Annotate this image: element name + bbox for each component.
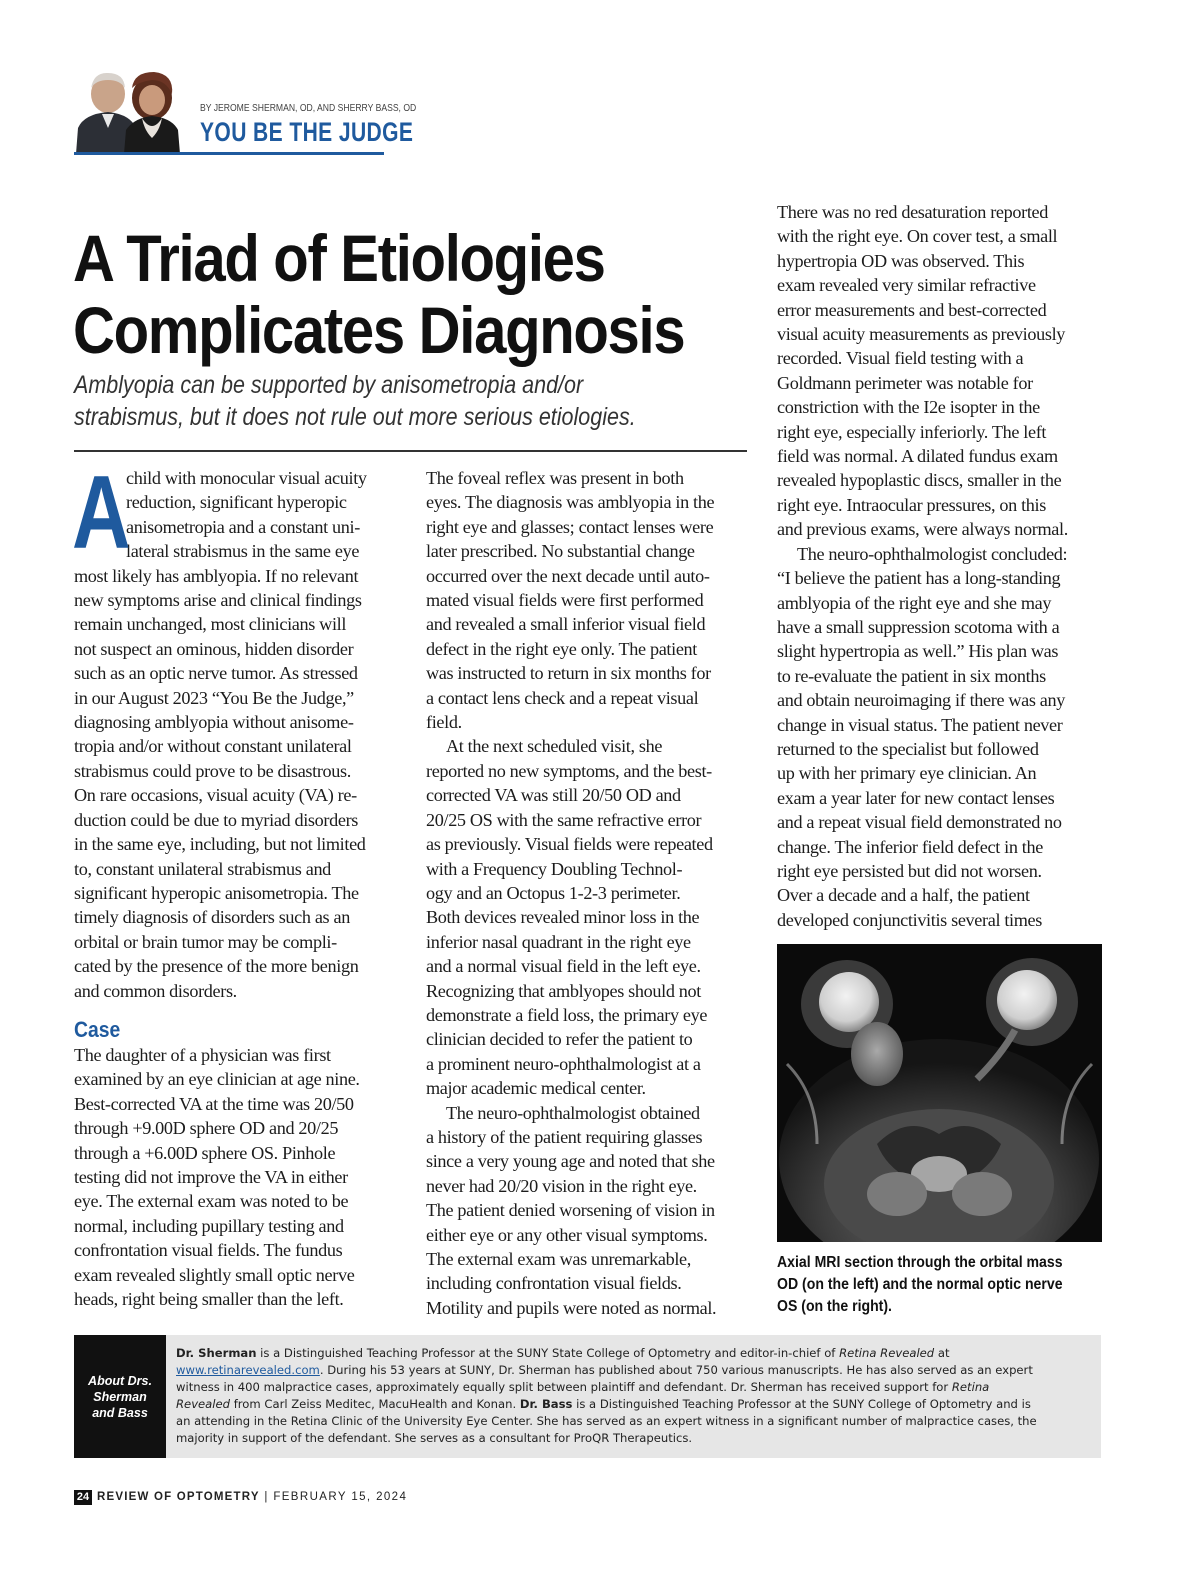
text-line: eye. The external exam was noted to be — [74, 1191, 349, 1212]
text-line: corrected VA was still 20/50 OD and — [426, 785, 681, 806]
title-line: Complicates Diagnosis — [73, 293, 685, 367]
retina-revealed-title: Retina Revealed — [839, 1346, 935, 1360]
column-name: YOU BE THE JUDGE — [200, 117, 414, 147]
paragraph — [426, 734, 756, 1100]
text-line: The patient denied worsening of vision in — [426, 1200, 715, 1221]
text-line: recorded. Visual field testing with a — [777, 348, 1024, 369]
text-line: anisometropia and a constant uni- — [126, 516, 360, 537]
authors-photo — [74, 68, 186, 154]
text-line: normal, including pupillary testing and — [74, 1215, 344, 1236]
footer-separator: | — [259, 1491, 274, 1503]
text-line: defect in the right eye only. The patient — [426, 638, 697, 659]
paragraph — [426, 466, 756, 734]
text-line: reduction, significant hyperopic — [126, 492, 347, 513]
text-line: and previous exams, were always normal. — [777, 519, 1068, 540]
issue-date: FEBRUARY 15, 2024 — [273, 1491, 408, 1503]
text-line: error measurements and best-corrected — [777, 299, 1047, 320]
text-line: visual acuity measurements as previously — [777, 324, 1066, 345]
website-link[interactable]: www.retinarevealed.com — [176, 1363, 320, 1377]
text-line: cated by the presence of the more benign — [74, 956, 359, 977]
text-line: to, constant unilateral strabismus and — [74, 858, 331, 879]
about-line — [176, 1345, 1096, 1362]
text-line: through a +6.00D sphere OS. Pinhole — [74, 1142, 336, 1163]
text-line: not suspect an ominous, hidden disorder — [74, 638, 354, 659]
text-line: inferior nasal quadrant in the right eye — [426, 931, 691, 952]
text-line: right eye, especially inferiorly. The left — [777, 421, 1047, 442]
text-line: as previously. Visual fields were repeated — [426, 834, 713, 855]
case-heading: Case — [74, 1016, 121, 1042]
text-line: in the same eye, including, but not limited — [74, 834, 366, 855]
text-line: Best-corrected VA at the time was 20/50 — [74, 1093, 354, 1114]
text-line: right eye. Intraocular pressures, on this — [777, 494, 1046, 515]
text-line: mated visual fields were first performed — [426, 590, 704, 611]
text-line: diagnosing amblyopia without anisome- — [74, 712, 354, 733]
text-line: The neuro-ophthalmologist obtained — [446, 1102, 700, 1123]
text-line: The foveal reflex was present in both — [426, 468, 684, 488]
bass-name: Dr. Bass — [519, 1397, 573, 1411]
text-line: hypertropia OD was observed. This — [777, 250, 1025, 271]
text-line: testing did not improve the VA in either — [74, 1166, 348, 1187]
text-line: slight hypertropia as well.” His plan was — [777, 641, 1059, 662]
about-label-line: and Bass — [92, 1405, 148, 1420]
text-line: such as an optic nerve tumor. As stressed — [74, 663, 358, 684]
text-line: major academic medical center. — [426, 1078, 646, 1099]
about-label-line: Sherman — [93, 1389, 147, 1404]
text-line: strabismus could prove to be disastrous. — [74, 760, 351, 781]
text-line: “I believe the patient has a long-standing — [777, 568, 1061, 589]
subtitle-line: Amblyopia can be supported by anisometropia and/or — [74, 371, 584, 399]
article-title — [73, 222, 763, 366]
text-line: with a Frequency Doubling Technol- — [426, 858, 683, 879]
text-line: and common disorders. — [74, 980, 237, 1001]
caption-line: OS (on the right). — [777, 1298, 892, 1315]
text-line: either eye or any other visual symptoms. — [426, 1224, 708, 1245]
text-line: Goldmann perimeter was notable for — [777, 372, 1033, 393]
column-2 — [426, 466, 756, 1320]
text-line: including confrontation visual fields. — [426, 1273, 682, 1294]
text-line: never had 20/20 vision in the right eye. — [426, 1175, 697, 1196]
text-line: timely diagnosis of disorders such as an — [74, 907, 350, 928]
text-line: constriction with the I2e isopter in the — [777, 397, 1040, 418]
paragraph — [777, 200, 1107, 542]
text-line: Both devices revealed minor loss in the — [426, 907, 700, 928]
text-line: On rare occasions, visual acuity (VA) re- — [74, 785, 357, 806]
about-label — [74, 1335, 166, 1458]
about-text — [176, 1345, 1096, 1447]
sherman-name: Dr. Sherman — [176, 1346, 257, 1360]
text-line: with the right eye. On cover test, a small — [777, 226, 1058, 247]
footer-publication — [97, 1490, 407, 1505]
text-line: and obtain neuroimaging if there was any — [777, 690, 1066, 711]
text-line: significant hyperopic anisometropia. The — [74, 882, 359, 903]
retina-revealed-title: Retina — [951, 1380, 990, 1394]
caption-line: OD (on the left) and the normal optic nerve — [777, 1276, 1063, 1293]
about-label-line: About Drs. — [88, 1373, 152, 1388]
case-paragraph — [74, 1043, 404, 1311]
text-line: developed conjunctivitis several times — [777, 909, 1042, 930]
text-line: duction could be due to myriad disorders — [74, 809, 359, 830]
figure-caption — [777, 1252, 1107, 1318]
text-line: and a repeat visual field demonstrated no — [777, 812, 1062, 833]
text-line: new symptoms arise and clinical findings — [74, 590, 362, 611]
about-line: an attending in the Retina Clinic of the University Eye Center. She has served as an expert witness in a significant number of malpractice cases, the — [176, 1414, 1037, 1428]
column-1 — [72, 455, 404, 1311]
byline: BY JEROME SHERMAN, OD, AND SHERRY BASS, OD — [200, 102, 417, 114]
text-line: examined by an eye clinician at age nine. — [74, 1069, 360, 1090]
about-fragment: is a Distinguished Teaching Professor at the SUNY College of Optometry and is — [572, 1397, 1031, 1411]
text-line: most likely has amblyopia. If no relevant — [74, 565, 359, 586]
publication-name: REVIEW OF OPTOMETRY — [97, 1491, 260, 1503]
about-line — [176, 1396, 1096, 1413]
article-subtitle — [74, 369, 774, 433]
text-line: heads, right being smaller than the left. — [74, 1289, 344, 1309]
text-line: right eye and glasses; contact lenses were — [426, 516, 714, 537]
about-fragment: at — [934, 1346, 950, 1360]
mri-image — [777, 944, 1102, 1242]
text-line: There was no red desaturation reported — [777, 202, 1049, 222]
text-line: The external exam was unremarkable, — [426, 1249, 691, 1269]
text-line: exam revealed very similar refractive — [777, 275, 1036, 296]
about-fragment: from Carl Zeiss Meditec, MacuHealth and Konan. — [230, 1397, 520, 1411]
about-fragment: is a Distinguished Teaching Professor at the SUNY State College of Optometry and editor-in-chief of — [256, 1346, 840, 1360]
retina-revealed-title: Revealed — [176, 1397, 231, 1411]
text-line: up with her primary eye clinician. An — [777, 763, 1037, 784]
text-line: have a small suppression scotoma with a — [777, 616, 1060, 637]
text-line: field was normal. A dilated fundus exam — [777, 446, 1058, 467]
text-line: Motility and pupils were noted as normal. — [426, 1297, 717, 1318]
about-line — [176, 1379, 1096, 1396]
text-line: later prescribed. No substantial change — [426, 541, 695, 562]
text-line: amblyopia of the right eye and she may — [777, 592, 1052, 613]
text-line: a prominent neuro-ophthalmologist at a — [426, 1053, 701, 1074]
text-line: through +9.00D sphere OD and 20/25 — [74, 1118, 339, 1139]
text-line: change in visual status. The patient never — [777, 714, 1063, 735]
paragraph — [777, 542, 1107, 933]
text-line: The daughter of a physician was first — [74, 1044, 331, 1065]
text-line: to re-evaluate the patient in six months — [777, 665, 1046, 686]
text-line: exam a year later for new contact lenses — [777, 787, 1055, 808]
text-line: Recognizing that amblyopes should not — [426, 980, 701, 1001]
text-line: exam revealed slightly small optic nerve — [74, 1264, 355, 1285]
text-line: demonstrate a field loss, the primary eye — [426, 1004, 708, 1025]
text-line: change. The inferior field defect in the — [777, 836, 1043, 857]
text-line: lateral strabismus in the same eye — [126, 541, 360, 562]
text-line: Over a decade and a half, the patient — [777, 885, 1030, 906]
text-line: eyes. The diagnosis was amblyopia in the — [426, 492, 715, 513]
text-line: a history of the patient requiring glasses — [426, 1126, 703, 1147]
title-line: A Triad of Etiologies — [73, 221, 605, 295]
drop-cap: A — [72, 455, 131, 571]
text-line: was instructed to return in six months for — [426, 663, 711, 684]
about-line: majority in support of the defendant. She serves as a consultant for ProQR Therapeutics. — [176, 1431, 693, 1445]
about-fragment: witness in 400 malpractice cases, approximately equally split between plaintiff and defendant. Dr. Sherman has received support for — [176, 1380, 952, 1394]
text-line: confrontation visual fields. The fundus — [74, 1240, 343, 1261]
text-line: tropia and/or without constant unilateral — [74, 736, 352, 757]
header-rule — [74, 152, 384, 155]
text-line: and a normal visual field in the left eye. — [426, 956, 701, 977]
text-line: occurred over the next decade until auto- — [426, 565, 710, 586]
text-line: clinician decided to refer the patient to — [426, 1029, 693, 1050]
text-line: a contact lens check and a repeat visual — [426, 687, 699, 708]
text-line: in our August 2023 “You Be the Judge,” — [74, 687, 354, 708]
about-fragment: . During his 53 years at SUNY, Dr. Sherman has published about 750 various manuscripts. He has also served as an expert — [319, 1363, 1033, 1377]
caption-line: Axial MRI section through the orbital mass — [777, 1254, 1063, 1271]
text-line: orbital or brain tumor may be compli- — [74, 931, 337, 952]
text-line: since a very young age and noted that she — [426, 1151, 715, 1172]
page-number: 24 — [74, 1490, 92, 1505]
text-line: ogy and an Octopus 1-2-3 perimeter. — [426, 882, 681, 903]
text-line: The neuro-ophthalmologist concluded: — [797, 543, 1068, 564]
text-line: remain unchanged, most clinicians will — [74, 614, 347, 635]
text-line: child with monocular visual acuity — [126, 468, 367, 488]
text-line: reported no new symptoms, and the best- — [426, 760, 712, 781]
text-line: right eye persisted but did not worsen. — [777, 860, 1042, 881]
text-line: 20/25 OS with the same refractive error — [426, 809, 702, 830]
paragraph — [426, 1101, 756, 1321]
about-line — [176, 1362, 1096, 1379]
text-line: returned to the specialist but followed — [777, 738, 1039, 759]
column-3 — [777, 200, 1107, 932]
title-rule — [74, 450, 747, 452]
text-line: and revealed a small inferior visual field — [426, 614, 706, 635]
text-line: revealed hypoplastic discs, smaller in the — [777, 470, 1062, 491]
text-line: field. — [426, 712, 462, 733]
text-line: At the next scheduled visit, she — [446, 736, 663, 757]
subtitle-line: strabismus, but it does not rule out more serious etiologies. — [74, 403, 636, 431]
